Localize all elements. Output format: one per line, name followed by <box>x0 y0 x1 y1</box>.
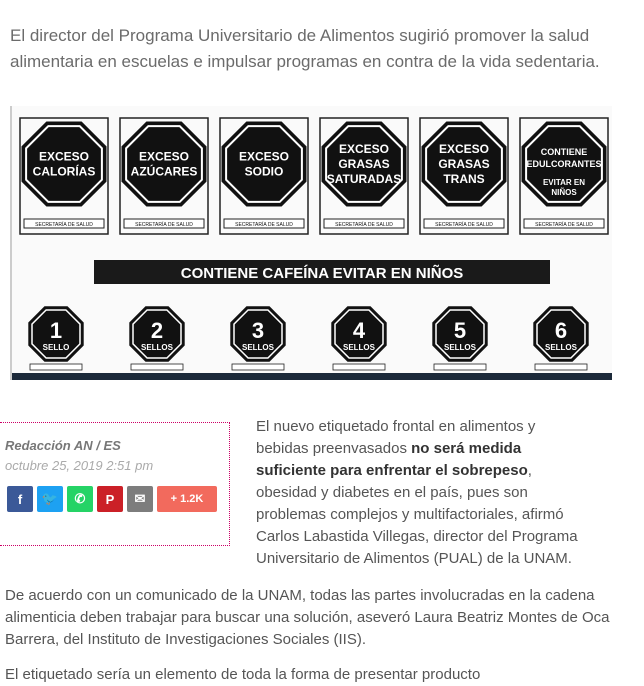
caffeine-banner-text: CONTIENE CAFEÍNA EVITAR EN NIÑOS <box>180 265 464 282</box>
seal-text: SATURADAS <box>326 172 402 186</box>
paragraph-text: , obesidad y diabetes en el país, pues son problemas complejos y multifactoriales, afirmó Carlos Labastida Villegas, director del Programa Universitario de Alimentos (PUAL) de la UNAM. <box>256 462 578 567</box>
email-icon: ✉ <box>134 491 146 506</box>
seal-text: EXCESO <box>238 149 290 164</box>
count-number: 2 <box>150 318 164 343</box>
count-authority-strip <box>434 364 486 370</box>
count-number: 4 <box>352 318 366 343</box>
count-label: SELLOS <box>241 343 275 352</box>
seal-text: EXCESO <box>138 149 190 164</box>
embedded-taskbar <box>12 373 612 380</box>
count-authority-strip <box>232 364 284 370</box>
count-number: 6 <box>554 318 568 343</box>
article-lead: El director del Programa Universitario de Alimentos sugirió promover la salud alimentaria en escuelas e impulsar programas en contra de la vida sedentaria. <box>10 26 600 71</box>
seal-text: EXCESO <box>338 142 390 156</box>
share-buttons <box>7 486 217 512</box>
count-label: SELLOS <box>140 343 174 352</box>
article-paragraph-3: El etiquetado sería un elemento de toda la forma de presentar producto <box>5 666 481 683</box>
authority-label: SECRETARÍA DE SALUD <box>235 222 293 228</box>
seal-text: AZÚCARES <box>130 164 198 179</box>
seal-text: GRASAS <box>338 157 390 171</box>
article-meta-box <box>0 422 230 546</box>
count-authority-strip <box>30 364 82 370</box>
seal-text: CONTIENE <box>540 147 588 157</box>
authority-label: SECRETARÍA DE SALUD <box>135 222 193 228</box>
count-authority-strip <box>535 364 587 370</box>
count-number: 1 <box>49 318 63 343</box>
twitter-icon: 🐦 <box>41 491 59 506</box>
count-label: SELLO <box>42 343 70 352</box>
labeling-image <box>10 106 612 380</box>
pinterest-share-button[interactable] <box>97 486 123 512</box>
seal-text: EXCESO <box>38 149 90 164</box>
authority-label: SECRETARÍA DE SALUD <box>535 222 593 228</box>
count-authority-strip <box>131 364 183 370</box>
authority-label: SECRETARÍA DE SALUD <box>335 222 393 228</box>
seal-text: SODIO <box>244 164 284 179</box>
share-count-button[interactable]: + 1.2K <box>157 486 217 512</box>
seal-text: EVITAR EN <box>542 178 586 187</box>
warning-seals-graphic <box>12 106 612 380</box>
count-label: SELLOS <box>342 343 376 352</box>
count-label: SELLOS <box>443 343 477 352</box>
count-number: 5 <box>453 318 467 343</box>
article-paragraph-1 <box>256 416 591 570</box>
twitter-share-button[interactable] <box>37 486 63 512</box>
seal-text: EXCESO <box>438 142 490 156</box>
seal-text: TRANS <box>443 172 485 186</box>
paragraph-bold-text: no será medida suficiente para enfrentar el sobrepeso <box>256 440 528 479</box>
whatsapp-share-button[interactable] <box>67 486 93 512</box>
seal-text: CALORÍAS <box>32 164 96 179</box>
facebook-share-button[interactable] <box>7 486 33 512</box>
authority-label: SECRETARÍA DE SALUD <box>435 222 493 228</box>
seal-text: NIÑOS <box>551 188 577 197</box>
paragraph-text: El nuevo etiquetado frontal en alimentos y bebidas preenvasados <box>256 418 536 457</box>
author-name[interactable]: Redacción AN / ES <box>5 438 121 453</box>
seal-text: EDULCORANTES <box>526 159 602 169</box>
facebook-icon: f <box>17 491 23 507</box>
pinterest-icon: P <box>105 491 115 507</box>
whatsapp-icon: ✆ <box>74 491 86 506</box>
count-number: 3 <box>251 318 265 343</box>
email-share-button[interactable] <box>127 486 153 512</box>
authority-label: SECRETARÍA DE SALUD <box>35 222 93 228</box>
seal-text: GRASAS <box>438 157 490 171</box>
article-paragraph-2: De acuerdo con un comunicado de la UNAM, todas las partes involucradas en la cadena alimenticia deben trabajar para buscar una solución, aseveró Laura Beatriz Montes de Oca Barrera, del Instituto de Investigaciones Sociales (IIS). <box>5 587 610 648</box>
count-label: SELLOS <box>544 343 578 352</box>
count-authority-strip <box>333 364 385 370</box>
publish-date: octubre 25, 2019 2:51 pm <box>5 458 154 473</box>
